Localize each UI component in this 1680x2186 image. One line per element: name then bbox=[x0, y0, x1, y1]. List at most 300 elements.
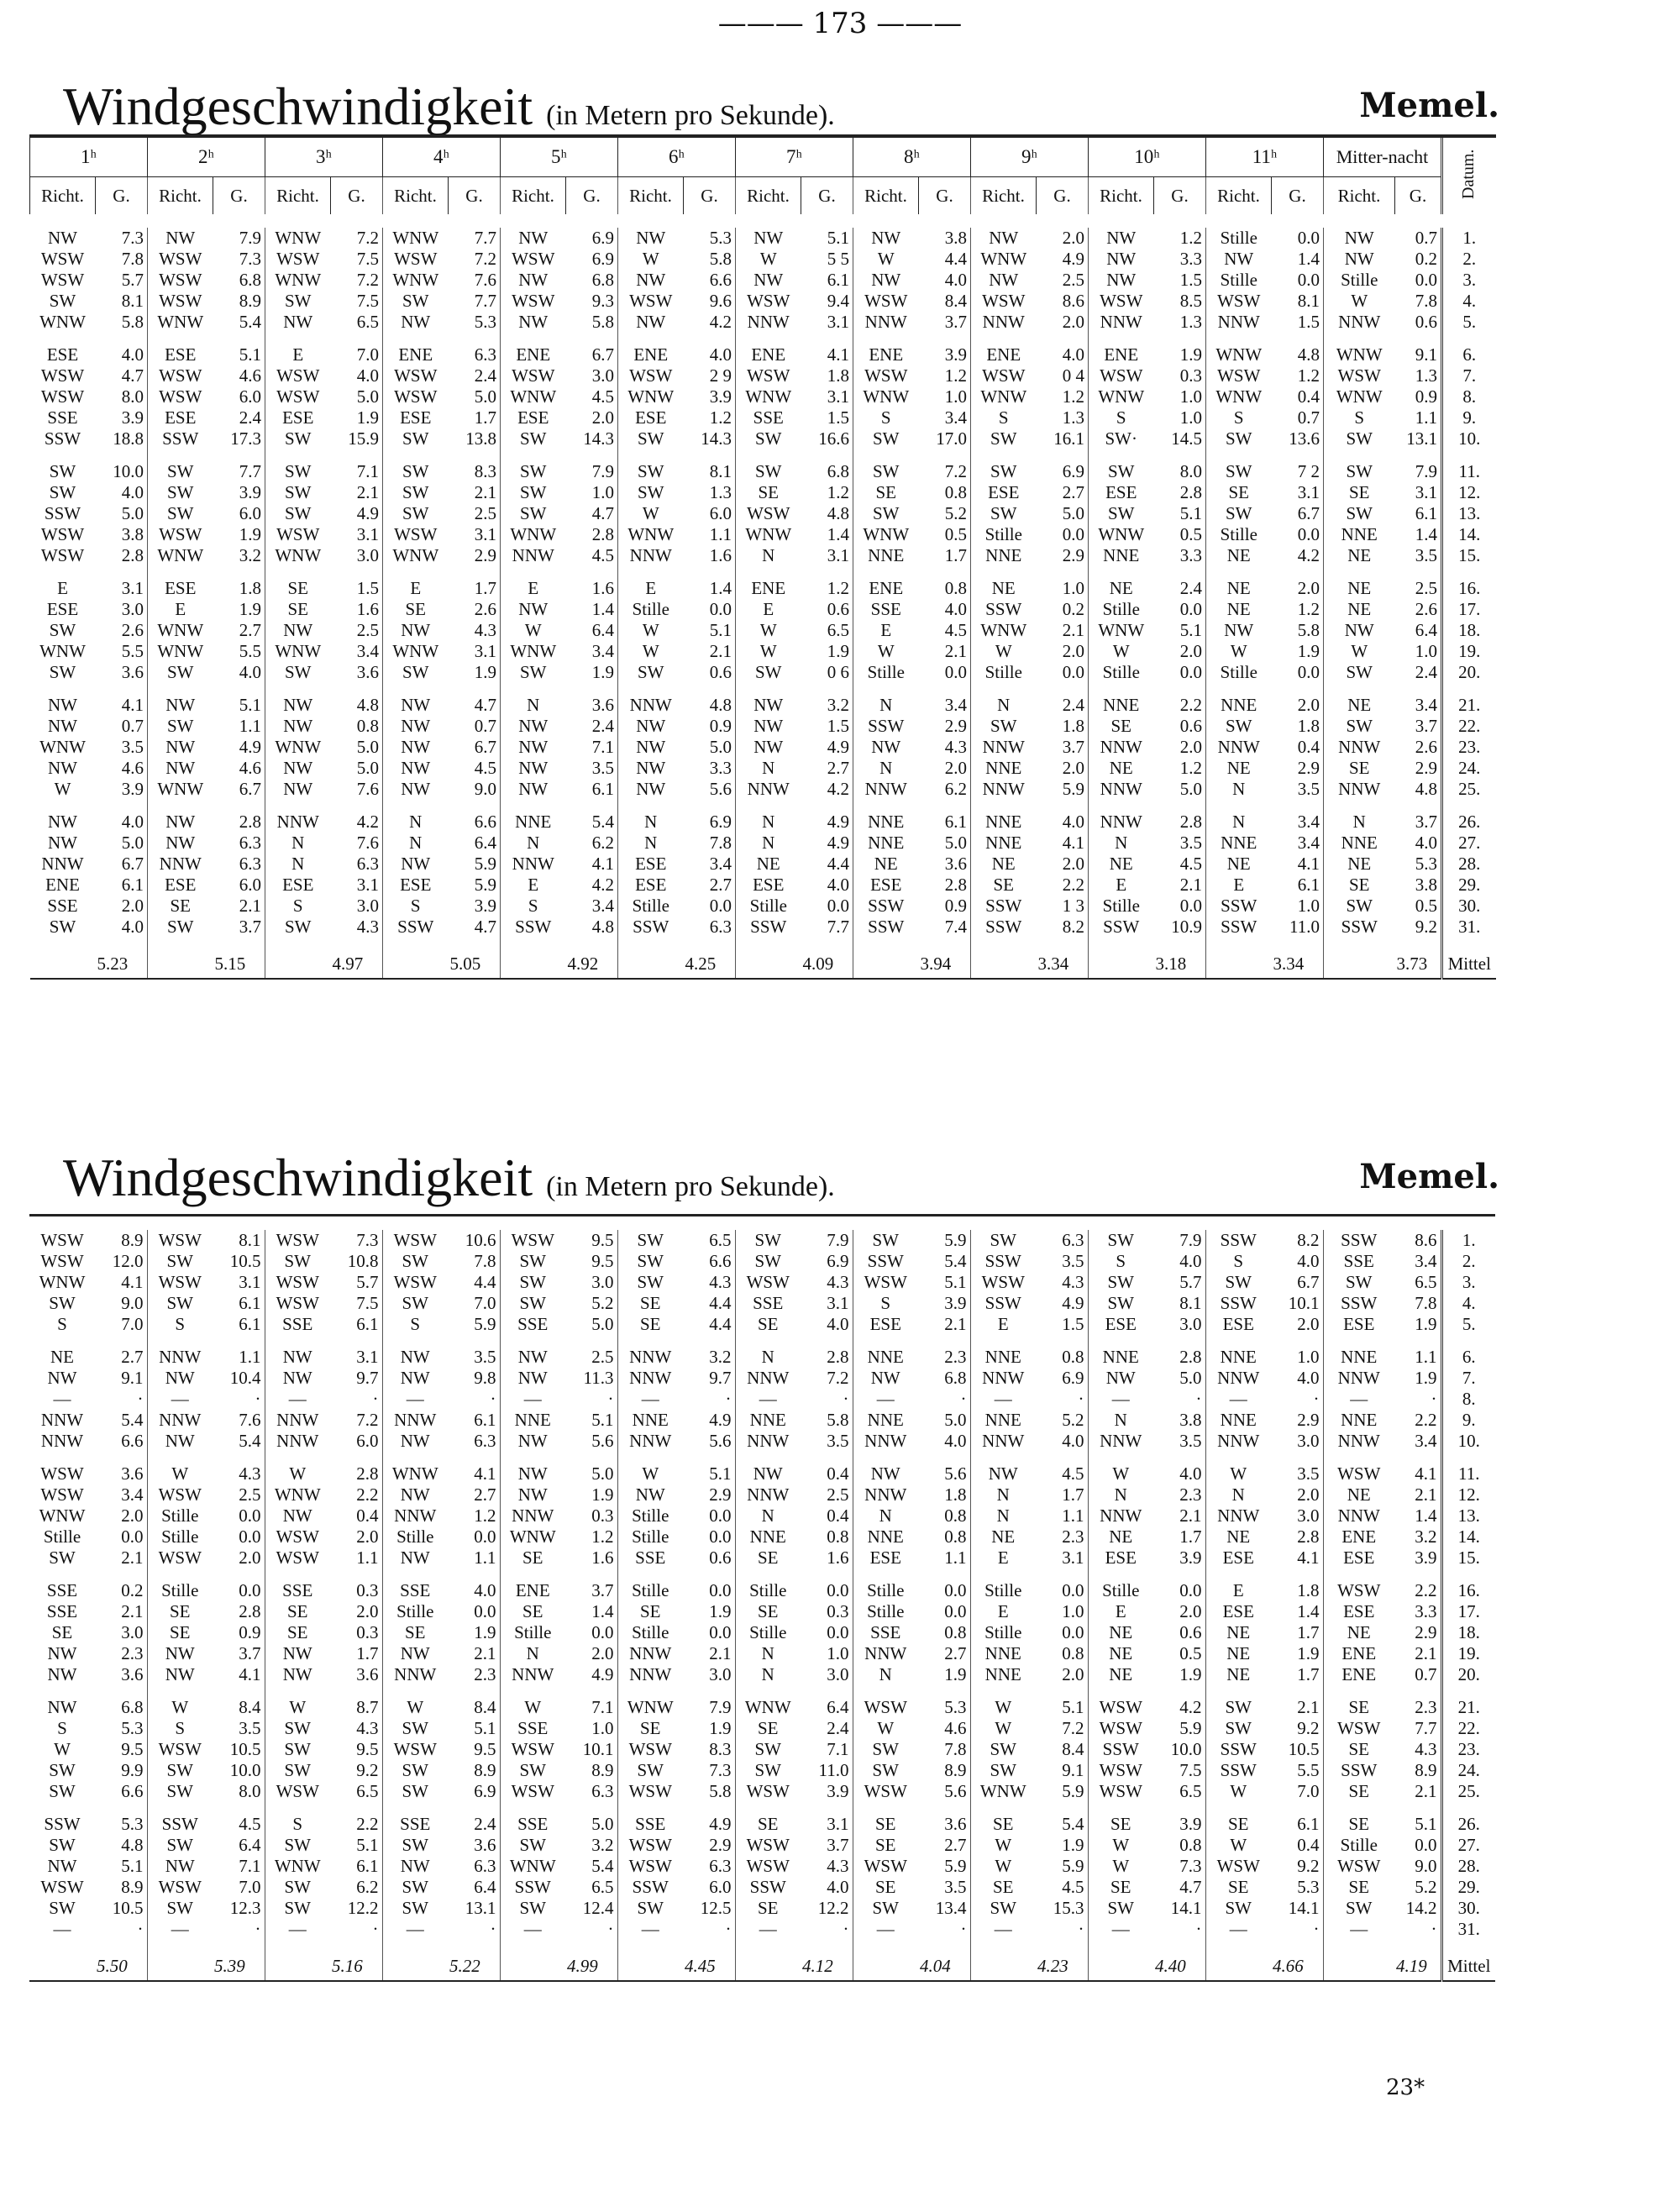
wind-direction: NNW bbox=[629, 1347, 672, 1368]
wind-direction: NNE bbox=[867, 1410, 904, 1431]
wind-direction: SE bbox=[757, 1314, 779, 1335]
wind-direction: SE bbox=[522, 1601, 543, 1622]
wind-speed: 1.5 bbox=[331, 578, 383, 599]
wind-speed: 5.0 bbox=[684, 737, 736, 758]
wind-speed: 1.8 bbox=[1272, 716, 1324, 737]
wind-speed: 3.4 bbox=[95, 1484, 147, 1506]
wind-speed: 2.1 bbox=[331, 482, 383, 503]
wind-speed: 0.0 bbox=[1037, 524, 1089, 545]
gap-cell bbox=[448, 1335, 500, 1347]
date-cell: 17. bbox=[1441, 1601, 1495, 1622]
wind-direction: SW bbox=[49, 1760, 76, 1781]
wind-direction: SW bbox=[1346, 1898, 1373, 1919]
gap-cell bbox=[801, 1335, 853, 1347]
wind-direction: NW bbox=[517, 1431, 548, 1452]
wind-direction: S bbox=[410, 1314, 421, 1335]
gap-cell bbox=[213, 1335, 265, 1347]
gap-cell bbox=[213, 1452, 265, 1463]
wind-direction: — bbox=[523, 1919, 542, 1940]
wind-speed: 15.9 bbox=[331, 428, 383, 449]
wind-direction: SW bbox=[754, 1230, 781, 1251]
gap-cell bbox=[448, 1452, 500, 1463]
wind-speed: 5.9 bbox=[1037, 779, 1089, 800]
wind-speed: 5.9 bbox=[918, 1230, 970, 1251]
section-title: Windgeschwindigkeit (in Metern pro Sekunde). bbox=[63, 1148, 835, 1207]
wind-speed: 0.0 bbox=[919, 662, 971, 683]
wind-speed: 2.8 bbox=[1271, 1527, 1323, 1548]
wind-direction: WSW bbox=[159, 249, 202, 270]
wind-direction: SE bbox=[639, 1314, 661, 1335]
wind-speed: 13.8 bbox=[449, 428, 501, 449]
wind-direction: Stille bbox=[749, 896, 787, 917]
wind-speed: 4.8 bbox=[566, 917, 618, 938]
table-row bbox=[30, 503, 1496, 524]
gap-cell bbox=[853, 683, 919, 695]
wind-speed: 4.1 bbox=[96, 695, 148, 716]
wind-direction: NE bbox=[1347, 1484, 1371, 1506]
wind-speed: 6.4 bbox=[801, 1697, 853, 1718]
gap-cell bbox=[1271, 1452, 1323, 1463]
wind-speed: 0 4 bbox=[1037, 365, 1089, 386]
wind-speed: 6.1 bbox=[1272, 875, 1324, 896]
mittel-value: 3.94 bbox=[919, 949, 971, 979]
wind-direction: NNE bbox=[867, 1527, 904, 1548]
table-row bbox=[29, 1347, 1495, 1368]
wind-direction: SSE bbox=[400, 1814, 431, 1835]
wind-direction: SW bbox=[285, 461, 312, 482]
speed-header: G. bbox=[1272, 177, 1324, 215]
wind-direction: SE bbox=[993, 875, 1014, 896]
wind-speed: 2.3 bbox=[1394, 1697, 1441, 1718]
wind-direction: NW bbox=[165, 1664, 195, 1685]
wind-speed: 7.9 bbox=[683, 1697, 735, 1718]
wind-speed: 2.3 bbox=[1036, 1527, 1088, 1548]
wind-direction: NW bbox=[47, 1664, 77, 1685]
wind-speed: 6.5 bbox=[801, 620, 853, 641]
wind-speed: 1.4 bbox=[1394, 1506, 1441, 1527]
wind-direction: E bbox=[1232, 1580, 1244, 1601]
wind-speed: 1.0 bbox=[1395, 641, 1442, 662]
wind-speed: 14.5 bbox=[1154, 428, 1206, 449]
table-row bbox=[29, 1697, 1495, 1718]
wind-direction: — bbox=[53, 1389, 71, 1410]
wind-direction: SW bbox=[519, 1760, 546, 1781]
wind-speed: · bbox=[213, 1389, 265, 1410]
wind-table-1 bbox=[29, 134, 1496, 980]
hour-header: 5ʰ bbox=[501, 136, 618, 177]
wind-direction: SW bbox=[519, 1251, 546, 1272]
wind-speed: 5.8 bbox=[96, 312, 148, 333]
wind-direction: N bbox=[526, 1643, 539, 1664]
group-gap bbox=[29, 1569, 1495, 1580]
wind-speed: 1.0 bbox=[1154, 386, 1206, 407]
wind-direction: SW bbox=[284, 1739, 311, 1760]
wind-speed: 6.3 bbox=[684, 917, 736, 938]
wind-speed: 3.4 bbox=[1394, 1431, 1441, 1452]
gap-cell bbox=[95, 1335, 147, 1347]
wind-direction: NE bbox=[1226, 599, 1251, 620]
wind-direction: — bbox=[171, 1919, 189, 1940]
wind-direction: SW bbox=[285, 917, 312, 938]
wind-speed: 6.3 bbox=[213, 833, 265, 854]
wind-direction: WSW bbox=[1337, 1856, 1381, 1877]
wind-direction: WNW bbox=[275, 641, 322, 662]
gap-cell bbox=[853, 333, 919, 344]
gap-cell bbox=[684, 449, 736, 461]
gap-cell bbox=[617, 1452, 683, 1463]
wind-direction: NW bbox=[989, 270, 1019, 291]
table-row bbox=[29, 1739, 1495, 1760]
wind-direction: N bbox=[1232, 812, 1246, 833]
wind-direction: SSW bbox=[868, 917, 905, 938]
wind-direction: SW bbox=[1225, 1697, 1252, 1718]
wind-speed: 3.1 bbox=[801, 545, 853, 566]
wind-speed: 2.2 bbox=[330, 1814, 382, 1835]
wind-direction: SSW bbox=[984, 1251, 1021, 1272]
wind-speed: 0.6 bbox=[1395, 312, 1442, 333]
gap-cell bbox=[96, 333, 148, 344]
wind-direction: WNW bbox=[863, 524, 910, 545]
wind-speed: 6.1 bbox=[330, 1856, 382, 1877]
gap-cell bbox=[30, 800, 96, 812]
wind-speed: 3.0 bbox=[95, 1622, 147, 1643]
wind-direction: NNE bbox=[1220, 1410, 1257, 1431]
wind-speed: 10.4 bbox=[213, 1368, 265, 1389]
wind-speed: 9.7 bbox=[683, 1368, 735, 1389]
gap-cell bbox=[500, 1940, 565, 1952]
wind-direction: WSW bbox=[276, 1293, 319, 1314]
group-gap bbox=[30, 449, 1496, 461]
wind-direction: N bbox=[1232, 779, 1246, 800]
wind-direction: WNW bbox=[1098, 524, 1145, 545]
wind-direction: WSW bbox=[40, 1251, 84, 1272]
wind-direction: NNE bbox=[868, 833, 905, 854]
wind-direction: ESE bbox=[1343, 1601, 1375, 1622]
date-cell: 8. bbox=[1442, 386, 1496, 407]
wind-direction: NW bbox=[401, 312, 431, 333]
wind-speed: 2.4 bbox=[449, 365, 501, 386]
wind-direction: NW bbox=[165, 812, 196, 833]
wind-direction: WSW bbox=[40, 270, 85, 291]
wind-speed: 1.9 bbox=[1153, 1664, 1205, 1685]
wind-direction: ESE bbox=[1343, 1314, 1375, 1335]
wind-speed: 2.4 bbox=[1395, 662, 1442, 683]
gap-cell bbox=[383, 683, 449, 695]
wind-speed: 3.4 bbox=[1395, 695, 1442, 716]
wind-direction: NNW bbox=[864, 312, 907, 333]
wind-speed: 7.7 bbox=[449, 291, 501, 312]
gap-cell bbox=[501, 800, 566, 812]
wind-direction: SW bbox=[166, 1251, 193, 1272]
date-cell: 18. bbox=[1441, 1622, 1495, 1643]
wind-direction: NW bbox=[753, 716, 784, 737]
gap-cell bbox=[1153, 1569, 1205, 1580]
wind-speed: 2.0 bbox=[95, 1506, 147, 1527]
wind-direction: SW bbox=[1346, 428, 1373, 449]
wind-speed: 0.3 bbox=[801, 1601, 853, 1622]
wind-direction: NW bbox=[48, 716, 77, 737]
mittel-value: 4.45 bbox=[683, 1952, 735, 1981]
wind-direction: NE bbox=[1109, 854, 1133, 875]
wind-direction: Stille bbox=[161, 1506, 199, 1527]
wind-direction: WSW bbox=[511, 1781, 554, 1802]
wind-speed: 3.6 bbox=[95, 1664, 147, 1685]
wind-direction: SW bbox=[520, 503, 547, 524]
wind-speed: 6.9 bbox=[566, 249, 618, 270]
mittel-row bbox=[30, 949, 1496, 979]
wind-speed: 6.1 bbox=[1395, 503, 1442, 524]
wind-speed: 6.0 bbox=[213, 386, 265, 407]
wind-direction: WSW bbox=[1337, 365, 1381, 386]
wind-speed: 0.7 bbox=[1395, 228, 1442, 249]
wind-speed: 2.7 bbox=[684, 875, 736, 896]
wind-direction: NW bbox=[636, 758, 666, 779]
wind-speed: 4.5 bbox=[1036, 1877, 1088, 1898]
gap-cell bbox=[29, 1452, 95, 1463]
wind-direction: WNW bbox=[1098, 620, 1145, 641]
wind-direction: NE bbox=[1109, 1622, 1133, 1643]
speed-header: G. bbox=[919, 177, 971, 215]
wind-direction: SE bbox=[758, 482, 779, 503]
date-cell: 2. bbox=[1441, 1251, 1495, 1272]
wind-direction: N bbox=[291, 833, 305, 854]
wind-direction: WSW bbox=[1217, 365, 1261, 386]
wind-direction: SW bbox=[754, 1739, 781, 1760]
wind-direction: NNW bbox=[1338, 312, 1381, 333]
wind-direction: E bbox=[292, 344, 304, 365]
wind-direction: E bbox=[528, 578, 539, 599]
wind-speed: 0.0 bbox=[1154, 662, 1206, 683]
wind-direction: NW bbox=[400, 1368, 430, 1389]
wind-speed: · bbox=[1271, 1389, 1323, 1410]
wind-direction: SW bbox=[1346, 716, 1373, 737]
wind-direction: NNW bbox=[512, 1664, 554, 1685]
gap-cell bbox=[970, 1685, 1036, 1697]
wind-direction: SW bbox=[49, 1835, 76, 1856]
gap-cell bbox=[96, 449, 148, 461]
wind-speed: 1.8 bbox=[801, 365, 853, 386]
wind-speed: 3.5 bbox=[1154, 833, 1206, 854]
wind-speed: 4.8 bbox=[331, 695, 383, 716]
gap-cell bbox=[1324, 449, 1395, 461]
group-gap bbox=[29, 1452, 1495, 1463]
mittel-value: 5.16 bbox=[330, 1952, 382, 1981]
wind-speed: 2.6 bbox=[96, 620, 148, 641]
wind-speed: 0.8 bbox=[801, 1527, 853, 1548]
wind-direction: NW bbox=[400, 1856, 430, 1877]
wind-speed: 7.3 bbox=[213, 249, 265, 270]
gap-cell bbox=[683, 1940, 735, 1952]
gap-cell bbox=[1154, 683, 1206, 695]
wind-speed: 0.0 bbox=[1394, 1835, 1441, 1856]
gap-cell bbox=[1272, 449, 1324, 461]
wind-speed: 5.3 bbox=[95, 1814, 147, 1835]
wind-speed: 2.0 bbox=[1037, 641, 1089, 662]
wind-direction: SW bbox=[1225, 1898, 1252, 1919]
hour-header: 7ʰ bbox=[736, 136, 853, 177]
hour-header: 1ʰ bbox=[30, 136, 148, 177]
gap-cell bbox=[1089, 333, 1154, 344]
wind-direction: SSW bbox=[1341, 917, 1378, 938]
direction-header: Richt. bbox=[383, 177, 449, 215]
wind-speed: 7.5 bbox=[331, 249, 383, 270]
wind-speed: 2.1 bbox=[448, 1643, 500, 1664]
wind-direction: SW bbox=[754, 1760, 781, 1781]
speed-header: G. bbox=[213, 177, 265, 215]
wind-direction: NNW bbox=[40, 1410, 84, 1431]
date-cell: 2. bbox=[1442, 249, 1496, 270]
wind-direction: NW bbox=[283, 758, 313, 779]
wind-speed: 3.8 bbox=[1153, 1410, 1205, 1431]
gap-cell bbox=[213, 800, 265, 812]
wind-speed: 1.4 bbox=[1272, 249, 1324, 270]
wind-direction: WSW bbox=[1099, 1697, 1142, 1718]
wind-speed: 4.3 bbox=[449, 620, 501, 641]
wind-direction: SW· bbox=[1105, 428, 1137, 449]
wind-speed: 10.5 bbox=[213, 1251, 265, 1272]
wind-direction: — bbox=[994, 1389, 1012, 1410]
date-cell: 18. bbox=[1442, 620, 1496, 641]
wind-speed: 6.1 bbox=[1271, 1814, 1323, 1835]
wind-direction: WSW bbox=[276, 1527, 319, 1548]
hour-header: Mitter-nacht bbox=[1324, 136, 1442, 177]
wind-speed: 6.9 bbox=[566, 228, 618, 249]
date-cell: 19. bbox=[1441, 1643, 1495, 1664]
wind-direction: NNW bbox=[512, 1506, 554, 1527]
mittel-empty bbox=[618, 949, 684, 979]
wind-speed: 4.0 bbox=[801, 875, 853, 896]
wind-direction: WSW bbox=[158, 1548, 202, 1569]
wind-speed: 2.0 bbox=[1154, 641, 1206, 662]
wind-speed: 7.2 bbox=[331, 228, 383, 249]
wind-speed: 1.0 bbox=[1036, 1601, 1088, 1622]
wind-direction: SE bbox=[287, 578, 308, 599]
wind-speed: 5.1 bbox=[801, 228, 853, 249]
wind-speed: 2.3 bbox=[1153, 1484, 1205, 1506]
wind-speed: 14.3 bbox=[684, 428, 736, 449]
wind-direction: Stille bbox=[1220, 524, 1257, 545]
wind-speed: 6.3 bbox=[1036, 1230, 1088, 1251]
wind-direction: — bbox=[1350, 1919, 1368, 1940]
gap-cell bbox=[265, 1802, 330, 1814]
wind-direction: NW bbox=[1224, 620, 1254, 641]
hour-header: 2ʰ bbox=[148, 136, 265, 177]
wind-speed: 4.6 bbox=[96, 758, 148, 779]
wind-speed: 1.7 bbox=[449, 407, 501, 428]
wind-direction: W bbox=[759, 641, 777, 662]
wind-speed: · bbox=[918, 1389, 970, 1410]
wind-direction: N bbox=[879, 758, 893, 779]
wind-direction: S bbox=[1354, 407, 1365, 428]
wind-speed: 0.0 bbox=[1272, 662, 1324, 683]
wind-direction: WSW bbox=[1100, 291, 1143, 312]
wind-direction: WNW bbox=[980, 249, 1027, 270]
wind-direction: NE bbox=[756, 854, 780, 875]
gap-cell bbox=[1154, 566, 1206, 578]
wind-speed: 12.4 bbox=[565, 1898, 617, 1919]
wind-speed: 2.1 bbox=[1154, 875, 1206, 896]
wind-speed: 7.9 bbox=[566, 461, 618, 482]
wind-direction: N bbox=[761, 1643, 774, 1664]
table-row bbox=[29, 1643, 1495, 1664]
wind-speed: 4.9 bbox=[683, 1814, 735, 1835]
wind-speed: 4.0 bbox=[801, 1877, 853, 1898]
wind-speed: 5.0 bbox=[96, 503, 148, 524]
wind-direction: NNW bbox=[864, 779, 907, 800]
wind-speed: 7.3 bbox=[1153, 1856, 1205, 1877]
wind-direction: WNW bbox=[863, 386, 910, 407]
wind-speed: 3.8 bbox=[919, 228, 971, 249]
wind-speed: 0.0 bbox=[1037, 662, 1089, 683]
wind-direction: W bbox=[54, 779, 71, 800]
wind-direction: W bbox=[171, 1697, 189, 1718]
gap-cell bbox=[1088, 1685, 1153, 1697]
wind-direction: SW bbox=[402, 1718, 428, 1739]
gap-cell bbox=[1205, 1802, 1271, 1814]
wind-speed: 0.2 bbox=[1395, 249, 1442, 270]
wind-speed: 1.4 bbox=[684, 578, 736, 599]
date-cell: 6. bbox=[1442, 344, 1496, 365]
wind-direction: SE bbox=[522, 1548, 543, 1569]
wind-speed: 1.9 bbox=[565, 1484, 617, 1506]
wind-direction: WSW bbox=[1099, 1718, 1142, 1739]
gap-cell bbox=[1441, 1335, 1495, 1347]
wind-direction: NNW bbox=[1338, 737, 1381, 758]
gap-cell bbox=[853, 1802, 918, 1814]
wind-direction: WSW bbox=[159, 270, 202, 291]
gap-cell bbox=[1271, 1569, 1323, 1580]
gap-cell bbox=[265, 683, 331, 695]
wind-speed: 5.1 bbox=[684, 620, 736, 641]
gap-cell bbox=[213, 1569, 265, 1580]
wind-speed: 5.9 bbox=[1036, 1781, 1088, 1802]
wind-speed: 1.7 bbox=[1271, 1664, 1323, 1685]
wind-speed: · bbox=[1036, 1919, 1088, 1940]
wind-direction: SE bbox=[639, 1293, 661, 1314]
wind-speed: 4.0 bbox=[1153, 1463, 1205, 1484]
wind-direction: SW bbox=[520, 482, 547, 503]
gap-cell bbox=[1324, 333, 1395, 344]
wind-direction: SE bbox=[1348, 1697, 1369, 1718]
wind-direction: S bbox=[880, 1293, 891, 1314]
wind-direction: SE bbox=[639, 1601, 661, 1622]
wind-direction: Stille bbox=[867, 1580, 905, 1601]
gap-cell bbox=[918, 1940, 970, 1952]
date-cell: 4. bbox=[1441, 1293, 1495, 1314]
mittel-value: 4.40 bbox=[1153, 1952, 1205, 1981]
wind-direction: WNW bbox=[39, 312, 86, 333]
wind-direction: NW bbox=[753, 228, 784, 249]
wind-direction: WNW bbox=[980, 620, 1027, 641]
wind-speed: 0.0 bbox=[683, 1506, 735, 1527]
wind-direction: NW bbox=[636, 737, 666, 758]
wind-speed: 3.9 bbox=[96, 407, 148, 428]
wind-speed: 2.1 bbox=[683, 1643, 735, 1664]
gap-cell bbox=[735, 1569, 801, 1580]
wind-direction: NW bbox=[518, 779, 549, 800]
wind-direction: NW bbox=[871, 737, 901, 758]
wind-direction: N bbox=[291, 854, 305, 875]
wind-speed: 14.1 bbox=[1153, 1898, 1205, 1919]
wind-direction: W bbox=[1112, 1835, 1130, 1856]
mittel-value: 3.18 bbox=[1154, 949, 1206, 979]
wind-speed: 6.7 bbox=[96, 854, 148, 875]
gap-cell bbox=[801, 1685, 853, 1697]
wind-speed: 5.5 bbox=[1271, 1760, 1323, 1781]
gap-cell bbox=[96, 683, 148, 695]
wind-speed: 4.3 bbox=[801, 1856, 853, 1877]
wind-speed: 2.9 bbox=[449, 545, 501, 566]
